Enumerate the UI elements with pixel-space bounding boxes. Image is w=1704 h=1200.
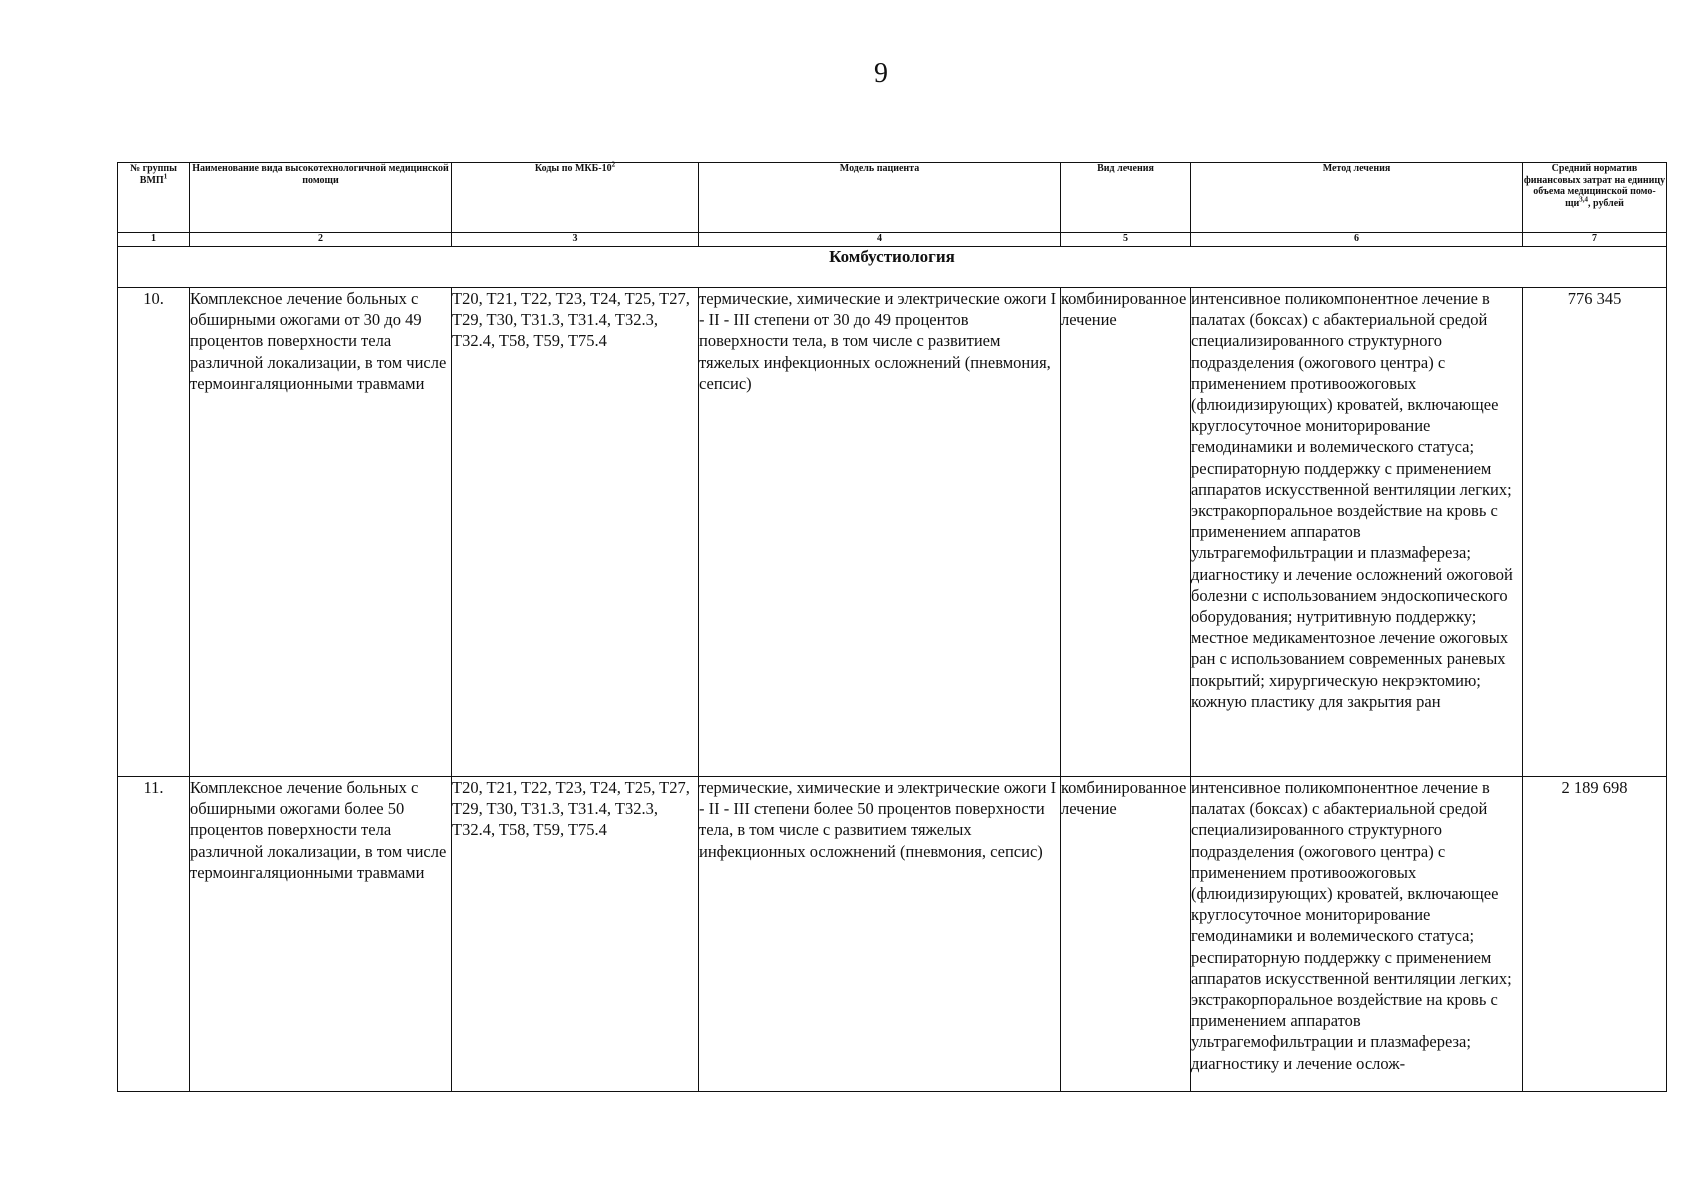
header-patient-model: Модель пациента	[699, 163, 1061, 233]
row-icd-codes: T20, T21, T22, T23, T24, T25, T27, T29, T30, T31.3, T31.4, T32.3, T32.4, T58, T59, T75.4	[452, 288, 699, 777]
row-average-cost: 776 345	[1523, 288, 1667, 777]
row-patient-model: термические, химические и электрические ожоги I - II - III степени от 30 до 49 процентов поверхности тела, в том числе с развитием тяжелых инфекционных осложнений (пневмония, сепсис)	[699, 288, 1061, 777]
row-care-type-name: Комплексное лечение больных с обширными ожогами от 30 до 49 процентов поверхности тела различной локализации, в том числе термоингаляционными травмами	[190, 288, 452, 777]
header-row	[118, 163, 1667, 233]
column-number: 6	[1191, 233, 1523, 247]
row-icd-codes: T20, T21, T22, T23, T24, T25, T27, T29, T30, T31.3, T31.4, T32.3, T32.4, T58, T59, T75.4	[452, 777, 699, 1092]
header-care-type-name: Наименование вида высокотехнологичной медицинской помощи	[190, 163, 452, 233]
section-title: Комбустиология	[118, 247, 1667, 288]
vmp-table	[117, 162, 1667, 1092]
row-treatment-type: комбинированное лечение	[1061, 777, 1191, 1092]
column-number: 5	[1061, 233, 1191, 247]
column-number: 4	[699, 233, 1061, 247]
header-treatment-type: Вид лечения	[1061, 163, 1191, 233]
section-row	[118, 247, 1667, 288]
row-care-type-name: Комплексное лечение больных с обширными ожогами более 50 процентов поверхности тела различной локализации, в том числе термоингаляционными травмами	[190, 777, 452, 1092]
column-number: 1	[118, 233, 190, 247]
header-group-number: № группы ВМП$^1$	[118, 163, 190, 233]
page-number: 9	[874, 58, 888, 89]
row-average-cost: 2 189 698	[1523, 777, 1667, 1092]
row-group-number: 11.	[118, 777, 190, 1092]
row-group-number: 10.	[118, 288, 190, 777]
column-number-row	[118, 233, 1667, 247]
header-icd-codes: Коды по МКБ-$10^2$	[452, 163, 699, 233]
column-number: 7	[1523, 233, 1667, 247]
row-patient-model: термические, химические и электрические ожоги I - II - III степени более 50 процентов поверхности тела, в том числе с развитием тяжелых инфекционных осложнений (пневмония, сепсис)	[699, 777, 1061, 1092]
row-treatment-type: комбинированное лечение	[1061, 288, 1191, 777]
row-treatment-method: интенсивное поликомпонентное лечение в палатах (боксах) с абактериальной средой специализированного структурного подразделения (ожогового центра) с применением противоожоговых (флюидизирующих) кроватей, включающее круглосуточное мониторирование гемодинамики и волемического статуса; респираторную поддержку с применением аппаратов искусственной вентиляции легких; экстракорпоральное воздействие на кровь с применением аппаратов ультрагемофильтрации и плазмафереза; диагностику и лечение ослож-	[1191, 777, 1523, 1092]
table-row	[118, 288, 1667, 777]
column-number: 3	[452, 233, 699, 247]
header-treatment-method: Метод лечения	[1191, 163, 1523, 233]
column-number: 2	[190, 233, 452, 247]
header-average-cost: Средний норматив финансовых затрат на единицу объема медицинской помо-щи$^{3,4}$, рублей	[1523, 163, 1667, 233]
table-row	[118, 777, 1667, 1092]
row-treatment-method: интенсивное поликомпонентное лечение в палатах (боксах) с абактериальной средой специализированного структурного подразделения (ожогового центра) с применением противоожоговых (флюидизирующих) кроватей, включающее круглосуточное мониторирование гемодинамики и волемического статуса; респираторную поддержку с применением аппаратов искусственной вентиляции легких; экстракорпоральное воздействие на кровь с применением аппаратов ультрагемофильтрации и плазмафереза; диагностику и лечение осложнений ожоговой болезни с использованием эндоскопического оборудования; нутритивную поддержку; местное медикаментозное лечение ожоговых ран с использованием современных раневых покрытий; хирургическую некрэктомию; кожную пластику для закрытия ран	[1191, 288, 1523, 777]
